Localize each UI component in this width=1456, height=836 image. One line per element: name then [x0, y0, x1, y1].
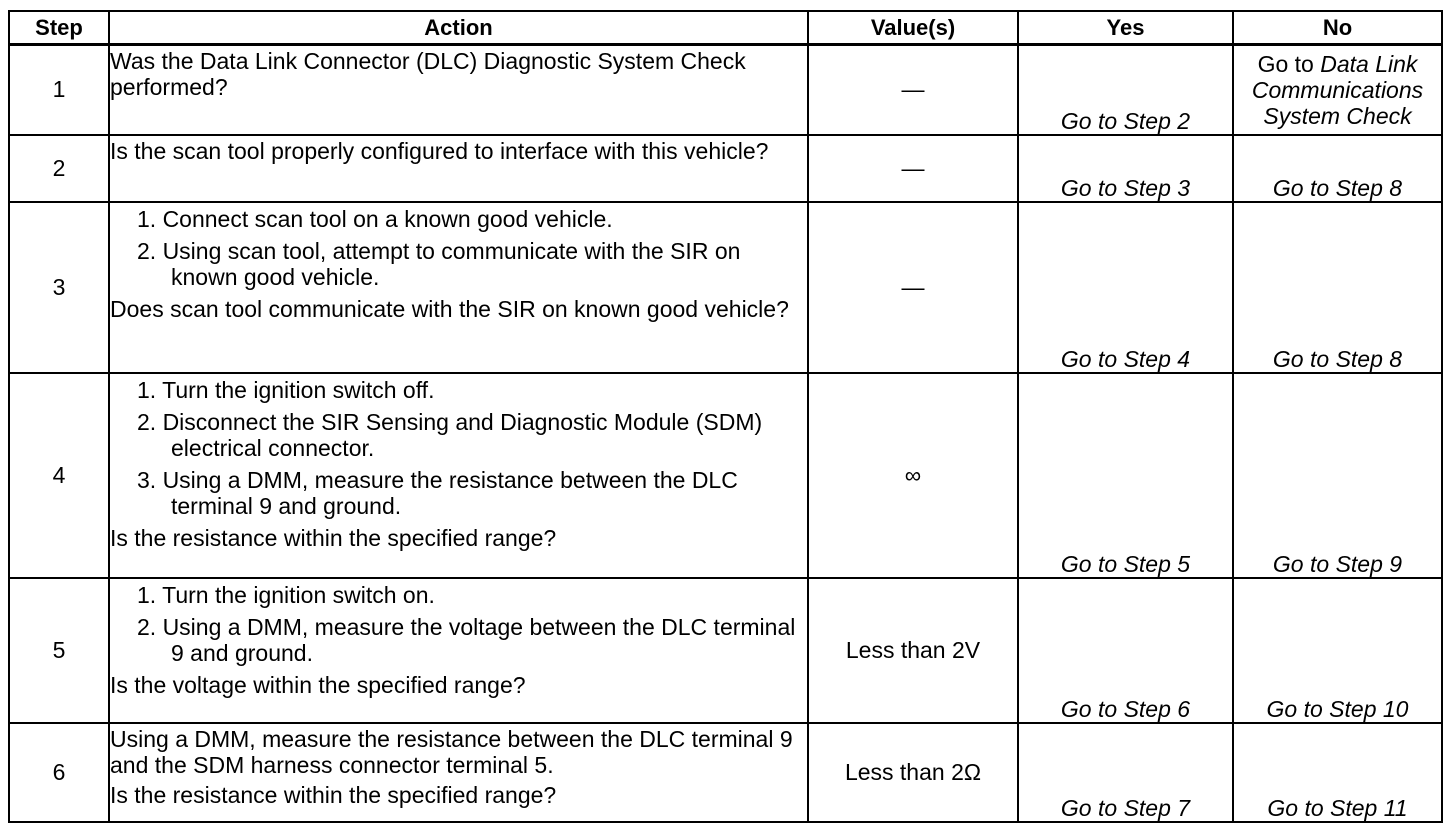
- no-prefix: Go to: [1257, 50, 1314, 77]
- header-no: No: [1233, 11, 1442, 45]
- yes-cell: Go to Step 6: [1018, 578, 1233, 723]
- header-row: [9, 11, 1442, 45]
- step-number: 5: [9, 578, 109, 723]
- table-row: [9, 373, 1442, 578]
- action-question: Is the resistance within the specified range?: [110, 524, 557, 551]
- substep: 1. Turn the ignition switch off.: [137, 376, 435, 403]
- value-cell: ∞: [808, 373, 1018, 578]
- header-yes: Yes: [1018, 11, 1233, 45]
- action-question: Is the scan tool properly configured to interface with this vehicle?: [110, 137, 769, 164]
- yes-cell: Go to Step 2: [1018, 45, 1233, 135]
- no-cell: Go to Step 10: [1233, 578, 1442, 723]
- action-cell: [109, 202, 808, 373]
- no-cell: Go to Step 9: [1233, 373, 1442, 578]
- diagnostic-table: [8, 10, 1443, 823]
- action-question: Is the resistance within the specified range?: [110, 781, 557, 808]
- action-cell: [109, 135, 808, 202]
- step-number: 1: [9, 45, 109, 135]
- yes-cell: Go to Step 4: [1018, 202, 1233, 373]
- table-row: [9, 578, 1442, 723]
- substep: 1. Connect scan tool on a known good vehicle.: [137, 205, 613, 232]
- action-question: Does scan tool communicate with the SIR on known good vehicle?: [110, 295, 789, 322]
- header-step: Step: [9, 11, 109, 45]
- substep-list: [110, 206, 807, 290]
- value-cell: —: [808, 135, 1018, 202]
- header-action: Action: [109, 11, 808, 45]
- no-cell: Go to Step 8: [1233, 202, 1442, 373]
- action-question: Was the Data Link Connector (DLC) Diagnostic System Check performed?: [110, 48, 746, 100]
- no-cell: [1233, 45, 1442, 135]
- action-cell: [109, 45, 808, 135]
- substep: 3. Using a DMM, measure the resistance between the DLC terminal 9 and ground.: [137, 466, 738, 519]
- value-cell: —: [808, 45, 1018, 135]
- header-values: Value(s): [808, 11, 1018, 45]
- value-cell: Less than 2Ω: [808, 723, 1018, 822]
- table-row: [9, 135, 1442, 202]
- no-cell: Go to Step 8: [1233, 135, 1442, 202]
- value-cell: Less than 2V: [808, 578, 1018, 723]
- no-reference: Data Link Communications System Check: [1251, 50, 1424, 129]
- substep: 2. Using scan tool, attempt to communicate with the SIR on known good vehicle.: [137, 237, 741, 290]
- substep-list: [110, 582, 807, 666]
- action-cell: [109, 578, 808, 723]
- no-cell: Go to Step 11: [1233, 723, 1442, 822]
- step-number: 6: [9, 723, 109, 822]
- step-number: 3: [9, 202, 109, 373]
- yes-cell: Go to Step 7: [1018, 723, 1233, 822]
- table-row: [9, 723, 1442, 822]
- yes-cell: Go to Step 3: [1018, 135, 1233, 202]
- action-cell: [109, 373, 808, 578]
- yes-cell: Go to Step 5: [1018, 373, 1233, 578]
- action-cell: [109, 723, 808, 822]
- action-question: Is the voltage within the specified range?: [110, 671, 526, 698]
- step-number: 2: [9, 135, 109, 202]
- table-row: [9, 202, 1442, 373]
- value-cell: —: [808, 202, 1018, 373]
- substep: 2. Disconnect the SIR Sensing and Diagnostic Module (SDM) electrical connector.: [137, 408, 763, 461]
- step-number: 4: [9, 373, 109, 578]
- substep-list: [110, 377, 807, 519]
- substep: 1. Turn the ignition switch on.: [137, 581, 435, 608]
- action-instruction: Using a DMM, measure the resistance between the DLC terminal 9 and the SDM harness connector terminal 5.: [110, 725, 793, 778]
- table-row: [9, 45, 1442, 135]
- substep: 2. Using a DMM, measure the voltage between the DLC terminal 9 and ground.: [137, 613, 796, 666]
